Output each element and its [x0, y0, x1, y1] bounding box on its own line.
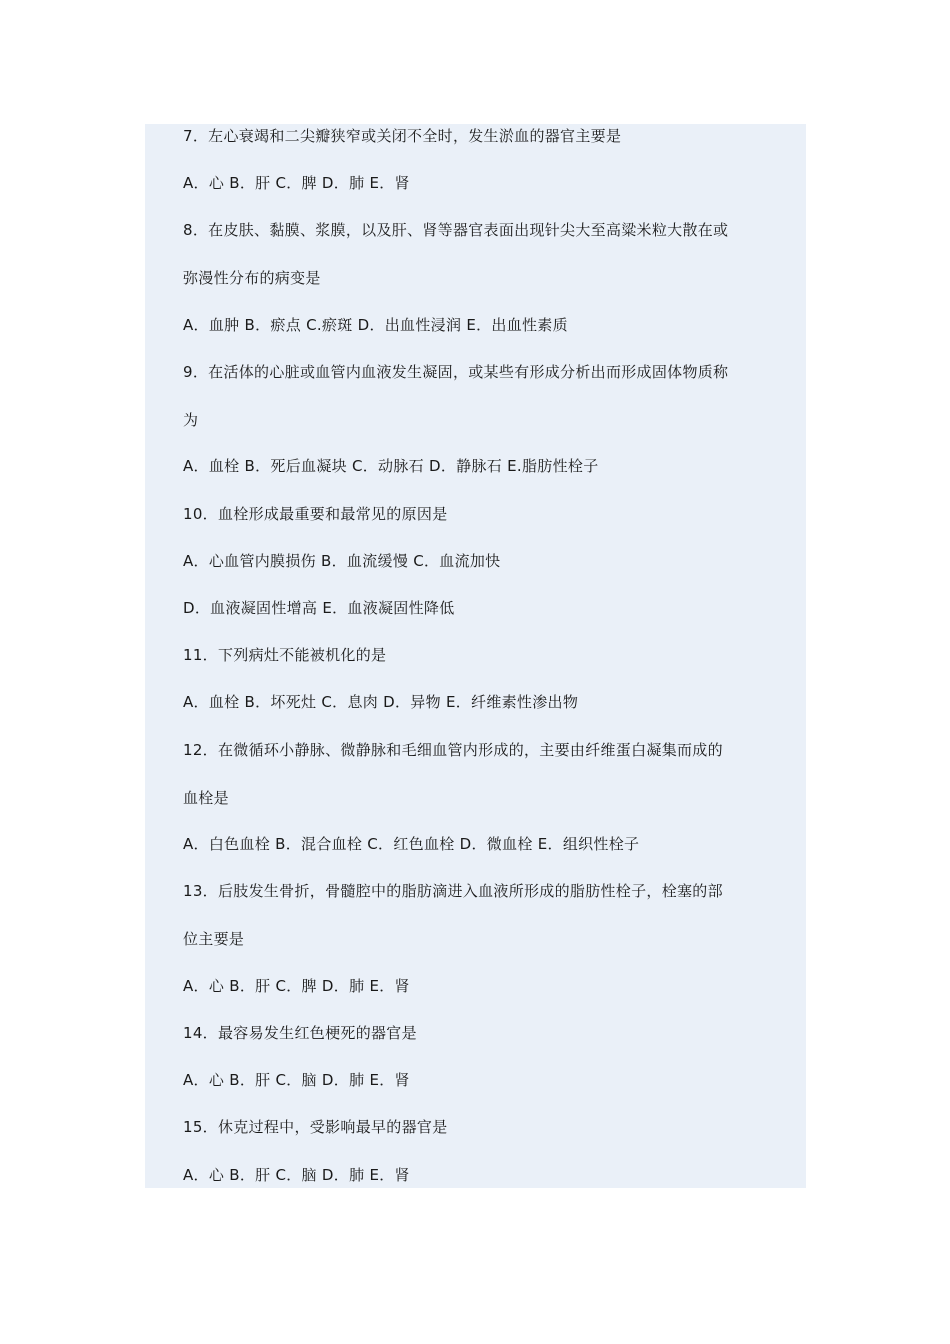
question-13-text-line-1: 13．后肢发生骨折，骨髓腔中的脂肪滴进入血液所形成的脂肪性栓子，栓塞的部 [183, 882, 723, 900]
question-12-text-line-2: 血栓是 [183, 789, 229, 807]
question-14-text: 14．最容易发生红色梗死的器官是 [183, 1024, 417, 1042]
question-15-text: 15．休克过程中，受影响最早的器官是 [183, 1118, 448, 1136]
question-10-options-line-2: D．血液凝固性增高 E．血液凝固性降低 [183, 599, 455, 617]
question-12-text-line-1: 12．在微循环小静脉、微静脉和毛细血管内形成的，主要由纤维蛋白凝集而成的 [183, 741, 723, 759]
question-7-options: A．心 B．肝 C．脾 D．肺 E．肾 [183, 174, 410, 192]
question-7-text: 7．左心衰竭和二尖瓣狭窄或关闭不全时，发生淤血的器官主要是 [183, 127, 622, 145]
question-10-text: 10．血栓形成最重要和最常见的原因是 [183, 505, 448, 523]
question-9-options: A．血栓 B．死后血凝块 C．动脉石 D．静脉石 E.脂肪性栓子 [183, 457, 599, 475]
question-8-text-line-1: 8．在皮肤、黏膜、浆膜，以及肝、肾等器官表面出现针尖大至高粱米粒大散在或 [183, 221, 729, 239]
question-9-text-line-2: 为 [183, 411, 199, 429]
question-9-text-line-1: 9．在活体的心脏或血管内血液发生凝固，或某些有形成分析出而形成固体物质称 [183, 363, 729, 381]
question-8-options: A．血肿 B．瘀点 C.瘀斑 D．出血性浸润 E．出血性素质 [183, 316, 568, 334]
question-11-text: 11．下列病灶不能被机化的是 [183, 646, 387, 664]
question-12-options: A．白色血栓 B．混合血栓 C．红色血栓 D．微血栓 E．组织性栓子 [183, 835, 640, 853]
question-10-options-line-1: A．心血管内膜损伤 B．血流缓慢 C．血流加快 [183, 552, 501, 570]
question-15-options: A．心 B．肝 C．脑 D．肺 E．肾 [183, 1166, 410, 1184]
question-13-text-line-2: 位主要是 [183, 930, 245, 948]
question-14-options: A．心 B．肝 C．脑 D．肺 E．肾 [183, 1071, 410, 1089]
question-8-text-line-2: 弥漫性分布的病变是 [183, 269, 321, 287]
question-13-options: A．心 B．肝 C．脾 D．肺 E．肾 [183, 977, 410, 995]
question-11-options: A．血栓 B．坏死灶 C．息肉 D．异物 E．纤维素性渗出物 [183, 693, 579, 711]
